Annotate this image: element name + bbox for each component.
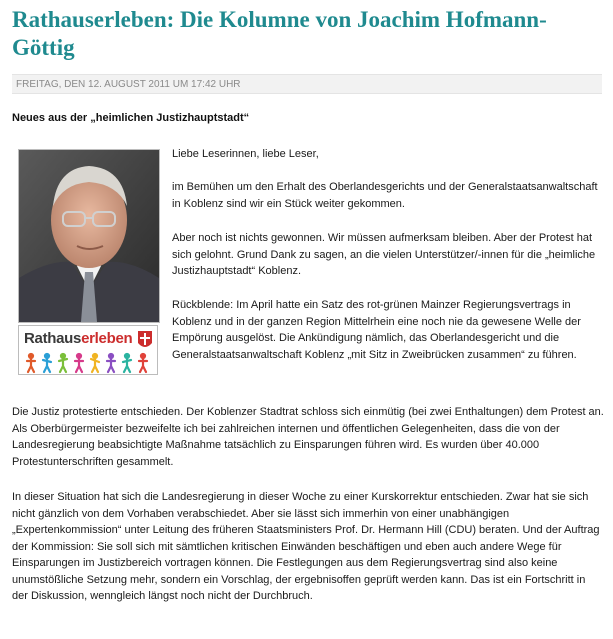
article-date: FREITAG, DEN 12. AUGUST 2011 UM 17:42 UHR <box>12 74 602 94</box>
paragraph-justiz: Die Justiz protestierte entschieden. Der Koblenzer Stadtrat schloss sich einmütig (bei zwei Enthaltungen) dem Protest an. Als Oberbürgermeister bezweifelte ich bei zahlreichen internen und öffentlichen Gelegenheiten, dass die von der Landesregierung beabsichtigte Maßnahme tatsächlich zu Einsparungen führen wird. Es wurden über 40.000 Protestunterschriften gesammelt. <box>12 406 604 468</box>
paragraph-situation: In dieser Situation hat sich die Landesregierung in dieser Woche zu einer Kurskorrektur entschieden. Zwar hat sie sich nicht gänzlich von dem Vorhaben verabschiedet. Aber sie lässt sich immerhin von einer unabhängigen „Expertenkommission“ unter Leitung des früheren Staatsministers Prof. Dr. Hermann Hill (CDU) beraten. Und der Auftrag der Kommission: Sie soll sich mit sämtlichen kritischen Einwänden beschäftigen und eben auch andere Wege für Einsparungen im Justizbereich vortragen können. Die Festlegungen aus dem Regierungsvertrag sind also keine unumstößliche Setzung mehr, sondern ein Vorschlag, der ergebnisoffen geprüft werden kann. Das ist ein Fortschritt in der Diskussion, wenngleich längst noch nicht der Durchbruch. <box>12 491 600 602</box>
logo-word-erleben: erleben <box>81 330 133 347</box>
author-photo <box>18 149 160 323</box>
paragraph-protest: Aber noch ist nichts gewonnen. Wir müssen aufmerksam bleiben. Aber der Protest hat sich gelohnt. Grund Dank zu sagen, an die vielen Unterstützer/-innen für die „heimliche Justizhauptstadt“ Koblenz. <box>172 232 596 277</box>
portrait-image <box>19 150 159 322</box>
paragraph-intro: im Bemühen um den Erhalt des Oberlandesgerichts und der Generalstaatsanwaltschaft in Koblenz sind wir ein Stück weiter gekommen. <box>172 181 598 210</box>
logo-word-rathaus: Rathaus <box>24 330 82 347</box>
article-subheading: Neues aus der „heimlichen Justizhauptstadt“ <box>12 112 250 124</box>
article-figure <box>12 145 160 377</box>
paragraph-rueckblende: Rückblende: Im April hatte ein Satz des rot-grünen Mainzer Regierungsvertrags in Koblenz und in der ganzen Region Mittelrhein eine noch nie da gewesene Welle der Empörung ausgelöst. Die Ankündigung nämlich, das Oberlandesgericht und die Generalstaatsanwaltschaft Koblenz „mit Sitz in Zweibrücken zusammen“ zu führen. <box>172 299 581 361</box>
article-title[interactable]: Rathauserleben: Die Kolumne von Joachim Hofmann-Göttig <box>12 7 547 60</box>
logo-figures-icon <box>19 326 159 376</box>
paragraph-greeting: Liebe Leserinnen, liebe Leser, <box>172 148 319 160</box>
rathauserleben-logo <box>18 325 158 375</box>
